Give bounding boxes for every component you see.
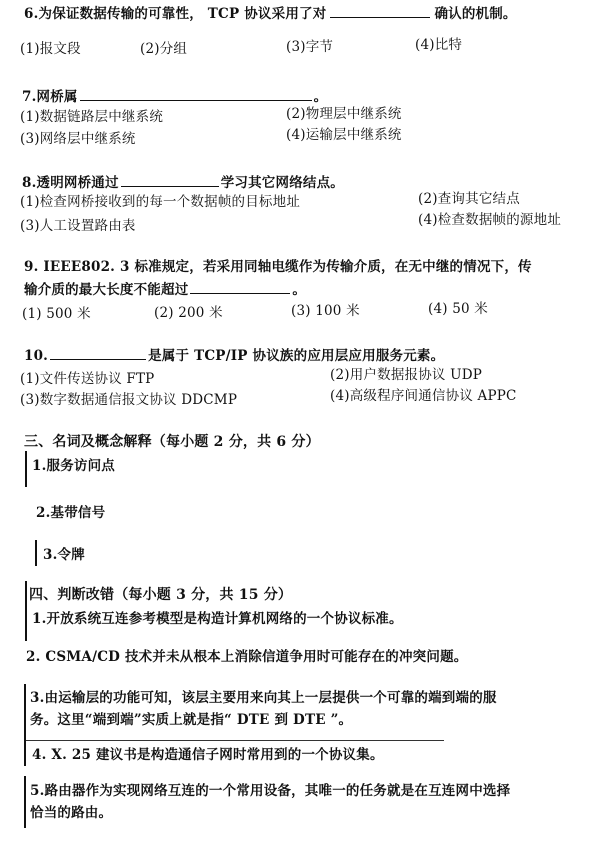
section-3-item-1: 1.服务访问点	[32, 458, 115, 474]
question-6-stem: 6.为保证数据传输的可靠性， TCP 协议采用了对 确认的机制。	[24, 6, 517, 22]
margin-rule	[35, 540, 37, 566]
q10-option-3: (3)数字数据通信报文协议 DDCMP	[20, 392, 238, 408]
question-8-stem: 8.透明网桥通过 学习其它网络结点。	[22, 175, 345, 191]
q8-option-1: (1)检查网桥接收到的每一个数据帧的目标地址	[20, 194, 301, 210]
q9-option-2: (2) 200 米	[154, 305, 223, 321]
section-3-item-3: 3.令牌	[43, 547, 85, 563]
q7-option-3: (3)网络层中继系统	[20, 131, 136, 147]
q9-option-1: (1) 500 米	[22, 306, 91, 322]
question-9-stem-line2: 输介质的最大长度不能超过 。	[24, 282, 307, 298]
q6-option-2: (2)分组	[140, 41, 188, 57]
section-4-item-2: 2. CSMA/CD 技术并未从根本上消除信道争用时可能存在的冲突问题。	[26, 649, 468, 665]
q6-option-1: (1)报文段	[20, 41, 81, 57]
q9-option-4: (4) 50 米	[428, 301, 488, 317]
question-7-stem: 7.网桥属 。	[22, 89, 328, 105]
section-4-item-4: 4. X. 25 建议书是构造通信子网时常用到的一个协议集。	[32, 747, 384, 763]
q9-option-3: (3) 100 米	[291, 303, 360, 319]
margin-rule	[24, 684, 26, 740]
divider	[24, 740, 444, 741]
answer-blank	[121, 173, 219, 187]
q8-option-3: (3)人工设置路由表	[20, 218, 136, 234]
section-4-heading: 四、判断改错（每小题 3 分，共 15 分）	[29, 587, 293, 603]
section-4-item-3-line2: 务。这里“端到端”实质上就是指“ DTE 到 DTE ”。	[30, 712, 353, 728]
margin-rule	[24, 776, 26, 828]
question-9-stem-line1: 9. IEEE802. 3 标准规定，若采用同轴电缆作为传输介质，在无中继的情况下，传	[24, 259, 532, 275]
question-10-stem: 10. 是属于 TCP/IP 协议族的应用层应用服务元素。	[24, 348, 445, 364]
section-4-item-3-line1: 3.由运输层的功能可知，该层主要用来向其上一层提供一个可靠的端到端的服	[30, 690, 497, 706]
answer-blank	[330, 4, 430, 18]
q7-option-2: (2)物理层中继系统	[286, 106, 402, 122]
q6-option-3: (3)字节	[286, 39, 334, 55]
margin-rule	[24, 740, 26, 766]
section-3-item-2: 2.基带信号	[36, 505, 106, 521]
answer-blank	[190, 280, 290, 294]
q10-option-4: (4)高级程序间通信协议 APPC	[330, 388, 517, 404]
section-4-item-1: 1.开放系统互连参考模型是构造计算机网络的一个协议标准。	[32, 611, 403, 627]
q10-option-1: (1)文件传送协议 FTP	[20, 371, 155, 387]
q8-option-4: (4)检查数据帧的源地址	[418, 212, 562, 228]
q7-option-1: (1)数据链路层中继系统	[20, 109, 164, 125]
section-4-item-5-line2: 恰当的路由。	[30, 805, 113, 821]
answer-blank	[80, 87, 312, 101]
q8-option-2: (2)查询其它结点	[418, 191, 520, 207]
q7-option-4: (4)运输层中继系统	[286, 127, 402, 143]
margin-rule	[25, 451, 27, 487]
q10-option-2: (2)用户数据报协议 UDP	[330, 367, 482, 383]
margin-rule	[25, 581, 27, 641]
section-3-heading: 三、名词及概念解释（每小题 2 分，共 6 分）	[24, 434, 320, 450]
section-4-item-5-line1: 5.路由器作为实现网络互连的一个常用设备，其唯一的任务就是在互连网中选择	[30, 783, 511, 799]
q6-option-4: (4)比特	[415, 37, 463, 53]
answer-blank	[50, 346, 146, 360]
